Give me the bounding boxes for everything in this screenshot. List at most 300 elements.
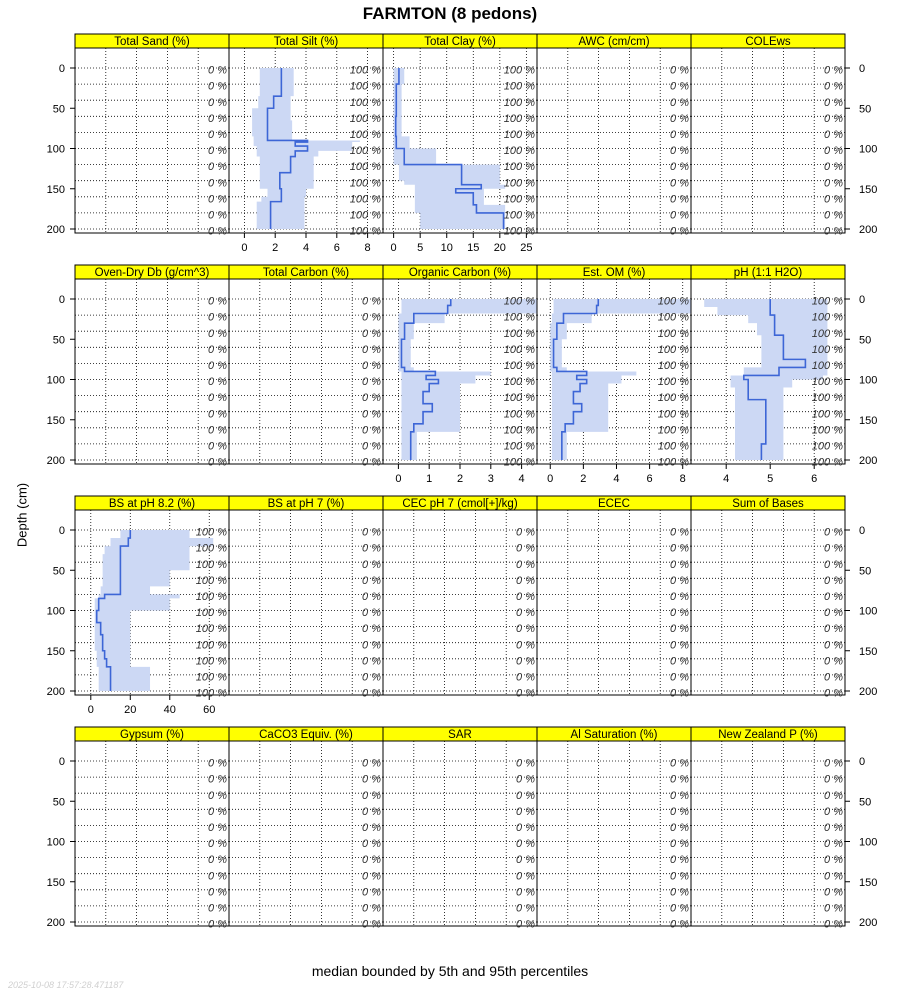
pct-label: 100 % (349, 80, 381, 93)
y-tick-label-right: 0 (859, 525, 866, 537)
pct-label: 0 % (824, 161, 843, 174)
pct-label: 100 % (811, 295, 843, 308)
pct-label: 0 % (824, 623, 843, 636)
pct-label: 0 % (208, 789, 227, 802)
pct-label: 0 % (824, 838, 843, 851)
pct-label: 100 % (811, 408, 843, 421)
x-tick-label: 20 (493, 242, 506, 254)
y-tick-label-left: 100 (46, 374, 65, 387)
pct-label: 100 % (811, 311, 843, 324)
pct-label: 0 % (670, 773, 689, 786)
pct-label: 0 % (516, 757, 535, 770)
pct-label: 100 % (349, 177, 381, 190)
panel-frame-colews (691, 48, 845, 233)
panel-title-cec-ph-7-cmol-kg: CEC pH 7 (cmol[+]/kg) (402, 498, 518, 510)
pct-label: 0 % (362, 343, 381, 356)
pct-label: 0 % (362, 558, 381, 571)
pct-label: 0 % (516, 870, 535, 883)
pct-label: 100 % (503, 80, 535, 93)
pct-label: 0 % (362, 838, 381, 851)
pct-label: 100 % (349, 209, 381, 222)
pct-label: 0 % (516, 838, 535, 851)
pct-label: 0 % (362, 805, 381, 818)
x-tick-label: 2 (580, 473, 587, 485)
pct-label: 0 % (208, 64, 227, 77)
pct-label: 0 % (670, 129, 689, 142)
pct-label: 0 % (824, 773, 843, 786)
y-tick-label-left: 150 (46, 183, 65, 196)
pct-label: 0 % (516, 639, 535, 652)
y-axis-label: Depth (cm) (14, 482, 30, 548)
pct-label: 100 % (503, 193, 535, 206)
pct-label: 100 % (349, 129, 381, 142)
pct-label: 0 % (516, 687, 535, 700)
pct-label: 0 % (670, 542, 689, 555)
pct-label: 100 % (503, 225, 535, 238)
panel-frame-awc-cm-cm (537, 48, 691, 233)
pct-label: 100 % (503, 456, 535, 469)
pct-label: 0 % (670, 822, 689, 835)
pct-label: 100 % (811, 376, 843, 389)
pct-label: 0 % (670, 64, 689, 77)
pct-label: 0 % (362, 870, 381, 883)
panel-title-sar: SAR (448, 729, 472, 741)
pct-label: 0 % (670, 558, 689, 571)
pct-label: 0 % (362, 591, 381, 604)
y-tick-label-left: 100 (46, 836, 65, 849)
y-tick-label-left: 50 (52, 796, 65, 809)
x-tick-label: 15 (467, 242, 480, 254)
y-tick-label-right: 0 (859, 63, 866, 75)
pct-label: 100 % (503, 112, 535, 125)
pct-label: 100 % (503, 295, 535, 308)
x-tick-label: 5 (767, 473, 774, 485)
y-tick-label-left: 200 (46, 224, 65, 236)
x-tick-label: 4 (723, 473, 730, 485)
x-tick-label: 10 (440, 242, 453, 254)
pct-label: 100 % (503, 440, 535, 453)
x-tick-label: 8 (364, 242, 371, 254)
pct-label: 0 % (208, 80, 227, 93)
pct-label: 0 % (362, 773, 381, 786)
x-tick-label: 0 (547, 473, 554, 485)
panel-frame-new-zealand-p (691, 741, 845, 926)
y-tick-label-right: 100 (859, 605, 878, 618)
pct-label: 100 % (657, 424, 689, 437)
x-tick-label: 2 (456, 473, 464, 485)
pct-label: 0 % (670, 789, 689, 802)
panel-title-total-carbon: Total Carbon (%) (262, 267, 350, 279)
pct-label: 0 % (362, 574, 381, 587)
pct-label: 0 % (824, 822, 843, 835)
pct-label: 0 % (824, 225, 843, 238)
pct-label: 100 % (349, 161, 381, 174)
pct-label: 0 % (824, 209, 843, 222)
pct-label: 0 % (824, 558, 843, 571)
pct-label: 100 % (195, 574, 227, 587)
panel-title-bs-at-ph-8-2: BS at pH 8.2 (%) (108, 498, 196, 510)
y-tick-label-left: 200 (46, 686, 65, 698)
pct-label: 100 % (503, 161, 535, 174)
pct-label: 0 % (208, 96, 227, 109)
y-tick-label-right: 50 (859, 565, 872, 578)
pct-label: 0 % (208, 129, 227, 142)
y-tick-label-left: 200 (46, 455, 65, 467)
pct-label: 0 % (208, 757, 227, 770)
pct-label: 0 % (362, 822, 381, 835)
pct-label: 100 % (503, 392, 535, 405)
pct-label: 0 % (824, 757, 843, 770)
pct-label: 0 % (208, 225, 227, 238)
pct-label: 0 % (208, 360, 227, 373)
pct-label: 100 % (811, 424, 843, 437)
pct-label: 0 % (362, 392, 381, 405)
pct-label: 100 % (195, 607, 227, 620)
pct-label: 0 % (362, 408, 381, 421)
pct-label: 0 % (516, 607, 535, 620)
pct-label: 0 % (208, 343, 227, 356)
pct-label: 0 % (670, 161, 689, 174)
y-tick-label-left: 100 (46, 143, 65, 156)
pct-label: 0 % (516, 558, 535, 571)
y-tick-label-right: 50 (859, 334, 872, 347)
pct-label: 100 % (195, 623, 227, 636)
pct-label: 0 % (208, 838, 227, 851)
x-tick-label: 40 (163, 704, 176, 716)
pct-label: 0 % (516, 902, 535, 915)
y-tick-label-right: 150 (859, 645, 878, 658)
y-tick-label-right: 200 (859, 686, 878, 698)
panel-title-oven-dry-db-g-cm-3: Oven-Dry Db (g/cm^3) (94, 267, 210, 279)
pct-label: 0 % (516, 542, 535, 555)
pct-label: 0 % (208, 177, 227, 190)
pct-label: 100 % (811, 343, 843, 356)
pct-label: 0 % (670, 96, 689, 109)
y-tick-label-right: 50 (859, 103, 872, 116)
y-tick-label-right: 100 (859, 836, 878, 849)
pct-label: 100 % (657, 360, 689, 373)
pct-label: 100 % (657, 456, 689, 469)
y-tick-label-right: 200 (859, 224, 878, 236)
pct-label: 0 % (824, 886, 843, 899)
pct-label: 0 % (208, 311, 227, 324)
pct-label: 0 % (208, 112, 227, 125)
panel-title-ph-1-1-h2o: pH (1:1 H2O) (733, 267, 803, 279)
pct-label: 0 % (824, 129, 843, 142)
pct-label: 0 % (208, 440, 227, 453)
x-tick-label: 6 (333, 242, 340, 254)
pct-label: 100 % (657, 295, 689, 308)
pct-label: 0 % (824, 193, 843, 206)
pct-label: 100 % (657, 343, 689, 356)
pct-label: 0 % (208, 918, 227, 931)
pct-label: 100 % (195, 591, 227, 604)
pct-label: 0 % (824, 591, 843, 604)
pct-label: 0 % (824, 655, 843, 668)
pct-label: 100 % (657, 327, 689, 340)
pct-label: 0 % (516, 854, 535, 867)
pct-label: 100 % (503, 424, 535, 437)
pct-label: 0 % (670, 805, 689, 818)
pct-label: 100 % (503, 145, 535, 158)
y-tick-label-right: 50 (859, 796, 872, 809)
pct-label: 0 % (516, 526, 535, 539)
pct-label: 0 % (670, 623, 689, 636)
pct-label: 0 % (670, 145, 689, 158)
panel-title-total-clay: Total Clay (%) (424, 36, 496, 48)
pct-label: 0 % (824, 177, 843, 190)
y-tick-label-right: 100 (859, 143, 878, 156)
pct-label: 0 % (208, 886, 227, 899)
pct-label: 0 % (362, 607, 381, 620)
chart-caption: median bounded by 5th and 95th percentiles (311, 963, 589, 979)
panel-frame-cec-ph-7-cmol-kg (383, 510, 537, 695)
pct-label: 0 % (670, 639, 689, 652)
pct-label: 0 % (824, 80, 843, 93)
pct-label: 0 % (670, 757, 689, 770)
panel-title-est-om: Est. OM (%) (582, 267, 646, 279)
y-tick-label-right: 150 (859, 876, 878, 889)
x-tick-label: 6 (811, 473, 818, 485)
pct-label: 100 % (195, 526, 227, 539)
pct-label: 0 % (824, 789, 843, 802)
y-tick-label-right: 200 (859, 917, 878, 929)
pct-label: 100 % (349, 225, 381, 238)
pct-label: 0 % (362, 886, 381, 899)
pct-label: 0 % (208, 392, 227, 405)
pct-label: 0 % (516, 623, 535, 636)
panel-title-bs-at-ph-7: BS at pH 7 (%) (267, 498, 345, 510)
pct-label: 100 % (657, 311, 689, 324)
pct-label: 0 % (362, 424, 381, 437)
pct-label: 0 % (824, 542, 843, 555)
pct-label: 100 % (503, 360, 535, 373)
pct-label: 0 % (824, 639, 843, 652)
pct-label: 0 % (362, 360, 381, 373)
panel-frame-sum-of-bases (691, 510, 845, 695)
panel-title-sum-of-bases: Sum of Bases (732, 498, 804, 510)
x-tick-label: 0 (241, 242, 248, 254)
pct-label: 0 % (824, 112, 843, 125)
pct-label: 0 % (670, 655, 689, 668)
pct-label: 0 % (362, 526, 381, 539)
pct-label: 0 % (208, 854, 227, 867)
y-tick-label-left: 150 (46, 414, 65, 427)
panel-title-organic-carbon: Organic Carbon (%) (408, 267, 512, 279)
pct-label: 100 % (349, 193, 381, 206)
x-tick-label: 60 (203, 704, 216, 716)
pct-label: 0 % (516, 918, 535, 931)
pct-label: 0 % (362, 902, 381, 915)
y-tick-label-left: 0 (58, 294, 65, 306)
y-tick-label-left: 200 (46, 917, 65, 929)
pct-label: 100 % (503, 327, 535, 340)
pct-label: 0 % (208, 424, 227, 437)
pct-label: 0 % (516, 805, 535, 818)
x-tick-label: 20 (124, 704, 137, 716)
pct-label: 0 % (824, 805, 843, 818)
x-tick-label: 2 (272, 242, 279, 254)
x-tick-label: 3 (487, 473, 494, 485)
pct-label: 0 % (670, 177, 689, 190)
x-tick-label: 0 (390, 242, 397, 254)
x-tick-label: 4 (302, 242, 310, 254)
pct-label: 100 % (349, 145, 381, 158)
pct-label: 0 % (208, 193, 227, 206)
pct-label: 0 % (824, 870, 843, 883)
pct-label: 0 % (362, 542, 381, 555)
panel-frame-sar (383, 741, 537, 926)
pct-label: 0 % (516, 773, 535, 786)
pct-label: 0 % (362, 687, 381, 700)
pct-label: 100 % (657, 376, 689, 389)
x-tick-label: 0 (395, 473, 402, 485)
timestamp: 2025-10-08 17:57:28.471187 (8, 980, 124, 990)
y-tick-label-left: 50 (52, 103, 65, 116)
x-tick-label: 1 (426, 473, 433, 485)
pct-label: 100 % (503, 129, 535, 142)
pct-label: 0 % (670, 902, 689, 915)
pct-label: 100 % (811, 327, 843, 340)
pct-label: 100 % (657, 408, 689, 421)
panel-frame-al-saturation (537, 741, 691, 926)
pct-label: 0 % (824, 854, 843, 867)
pct-label: 0 % (208, 161, 227, 174)
pct-label: 0 % (516, 789, 535, 802)
pct-label: 0 % (362, 376, 381, 389)
pct-label: 0 % (670, 112, 689, 125)
pct-label: 0 % (824, 64, 843, 77)
pct-label: 0 % (362, 655, 381, 668)
x-tick-label: 4 (613, 473, 620, 485)
pct-label: 100 % (195, 639, 227, 652)
panel-title-total-sand: Total Sand (%) (114, 36, 190, 48)
pct-label: 100 % (657, 392, 689, 405)
pct-label: 100 % (503, 177, 535, 190)
pct-label: 100 % (195, 655, 227, 668)
pct-label: 0 % (516, 591, 535, 604)
pct-label: 0 % (824, 96, 843, 109)
pct-label: 0 % (208, 209, 227, 222)
pct-label: 0 % (208, 327, 227, 340)
panel-title-colews: COLEws (745, 36, 791, 48)
y-tick-label-left: 100 (46, 605, 65, 618)
pct-label: 0 % (824, 687, 843, 700)
y-tick-label-right: 100 (859, 374, 878, 387)
pct-label: 0 % (670, 854, 689, 867)
pct-label: 0 % (670, 526, 689, 539)
pct-label: 0 % (362, 311, 381, 324)
pct-label: 0 % (208, 822, 227, 835)
pct-label: 0 % (362, 295, 381, 308)
pct-label: 0 % (824, 145, 843, 158)
pct-label: 0 % (670, 607, 689, 620)
pct-label: 0 % (824, 918, 843, 931)
y-tick-label-left: 50 (52, 565, 65, 578)
pct-label: 0 % (208, 805, 227, 818)
pct-label: 0 % (362, 440, 381, 453)
panel-title-new-zealand-p: New Zealand P (%) (718, 729, 818, 741)
pct-label: 100 % (811, 360, 843, 373)
panel-frame-oven-dry-db-g-cm-3 (75, 279, 229, 464)
x-tick-label: 4 (518, 473, 525, 485)
panel-frame-ecec (537, 510, 691, 695)
pct-label: 100 % (503, 96, 535, 109)
panel-title-total-silt: Total Silt (%) (273, 36, 339, 48)
y-tick-label-right: 150 (859, 183, 878, 196)
y-tick-label-left: 0 (58, 63, 65, 75)
pct-label: 100 % (503, 343, 535, 356)
y-tick-label-left: 150 (46, 876, 65, 889)
panel-frame-gypsum (75, 741, 229, 926)
pct-label: 0 % (670, 80, 689, 93)
pct-label: 0 % (670, 687, 689, 700)
pct-label: 0 % (362, 757, 381, 770)
pct-label: 0 % (208, 870, 227, 883)
x-tick-label: 0 (87, 704, 94, 716)
pct-label: 0 % (670, 225, 689, 238)
x-tick-label: 8 (679, 473, 686, 485)
pct-label: 0 % (208, 773, 227, 786)
panel-title-ecec: ECEC (598, 498, 630, 510)
pct-label: 100 % (811, 440, 843, 453)
pct-label: 0 % (824, 607, 843, 620)
pct-label: 0 % (362, 789, 381, 802)
panel-title-awc-cm-cm: AWC (cm/cm) (578, 36, 650, 48)
pct-label: 0 % (362, 639, 381, 652)
pct-label: 0 % (208, 408, 227, 421)
y-tick-label-left: 0 (58, 756, 65, 768)
pct-label: 0 % (362, 918, 381, 931)
chart-title: FARMTON (8 pedons) (362, 4, 538, 23)
panel-frame-total-sand (75, 48, 229, 233)
y-tick-label-left: 50 (52, 334, 65, 347)
pct-label: 0 % (516, 671, 535, 684)
panel-frame-caco3-equiv (229, 741, 383, 926)
pct-label: 0 % (824, 671, 843, 684)
pct-label: 0 % (208, 295, 227, 308)
panel-title-gypsum: Gypsum (%) (120, 729, 184, 741)
y-tick-label-right: 0 (859, 294, 866, 306)
y-tick-label-right: 200 (859, 455, 878, 467)
panel-title-al-saturation: Al Saturation (%) (570, 729, 658, 741)
panel-title-caco3-equiv: CaCO3 Equiv. (%) (259, 729, 353, 741)
pct-label: 0 % (516, 574, 535, 587)
pct-label: 100 % (503, 209, 535, 222)
x-tick-label: 5 (417, 242, 424, 254)
pct-label: 0 % (362, 854, 381, 867)
pct-label: 100 % (195, 542, 227, 555)
pct-label: 0 % (670, 193, 689, 206)
pct-label: 100 % (657, 440, 689, 453)
y-tick-label-left: 150 (46, 645, 65, 658)
pct-label: 0 % (516, 886, 535, 899)
pct-label: 0 % (824, 526, 843, 539)
pct-label: 0 % (208, 145, 227, 158)
pct-label: 0 % (516, 655, 535, 668)
y-tick-label-right: 0 (859, 756, 866, 768)
pct-label: 100 % (503, 311, 535, 324)
pct-label: 0 % (824, 902, 843, 915)
pct-label: 100 % (195, 671, 227, 684)
pct-label: 100 % (811, 392, 843, 405)
pct-label: 100 % (503, 64, 535, 77)
pct-label: 0 % (362, 456, 381, 469)
panel-frame-bs-at-ph-7 (229, 510, 383, 695)
pct-label: 0 % (670, 574, 689, 587)
panel-frame-total-carbon (229, 279, 383, 464)
pct-label: 100 % (349, 64, 381, 77)
